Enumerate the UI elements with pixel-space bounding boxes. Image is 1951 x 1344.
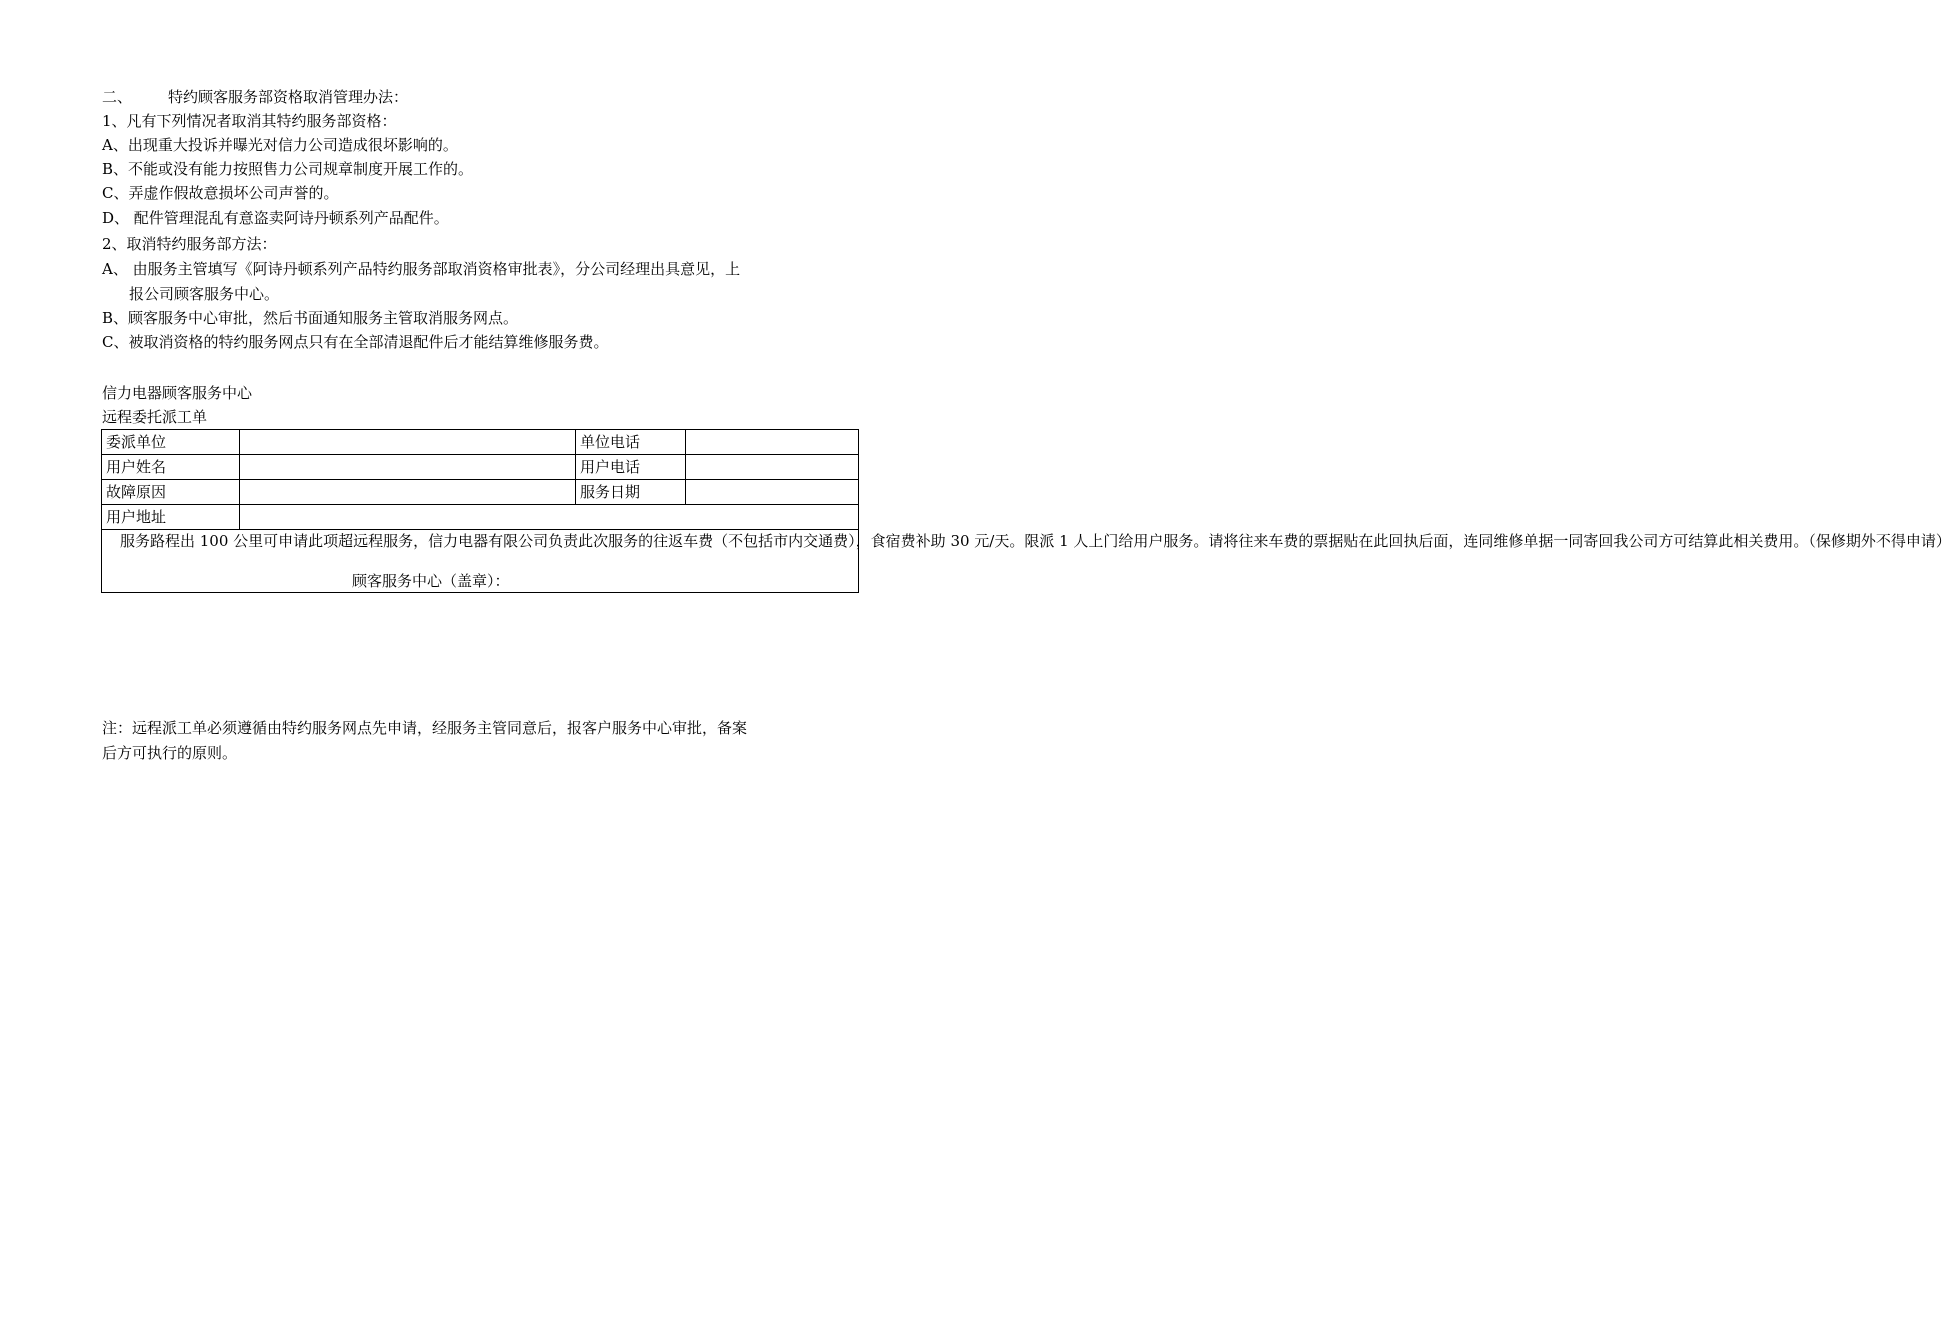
stamp-label: 顾客服务中心（盖章）： <box>352 572 510 590</box>
item2-b: B、顾客服务中心审批，然后书面通知服务主管取消服务网点。 <box>102 309 519 327</box>
form-row-address <box>102 505 859 530</box>
item1-b: B、不能或没有能力按照售力公司规章制度开展工作的。 <box>102 160 474 178</box>
item2-a-line1: A、 由服务主管填写《阿诗丹顿系列产品特约服务部取消资格审批表》，分公司经理出具意见，上 <box>102 260 741 278</box>
item1-d: D、 配件管理混乱有意盗卖阿诗丹顿系列产品配件。 <box>102 209 449 227</box>
user-phone-field[interactable] <box>686 455 859 480</box>
unit-phone-field[interactable] <box>686 430 859 455</box>
address-field[interactable] <box>240 505 859 530</box>
item2-title: 2、取消特约服务部方法： <box>102 235 277 253</box>
form-org: 信力电器顾客服务中心 <box>102 384 253 402</box>
form-row-unit <box>102 430 859 455</box>
label-service-date: 服务日期 <box>576 480 686 505</box>
service-date-field[interactable] <box>686 480 859 505</box>
section-heading-text: 特约顾客服务部资格取消管理办法： <box>168 88 409 106</box>
label-address: 用户地址 <box>102 505 240 530</box>
form-row-body <box>102 530 859 593</box>
item2-c: C、被取消资格的特约服务网点只有在全部清退配件后才能结算维修服务费。 <box>102 333 609 351</box>
form-row-fault <box>102 480 859 505</box>
note-line2: 后方可执行的原则。 <box>102 744 238 762</box>
item2-a-line2: 报公司顾客服务中心。 <box>129 285 280 303</box>
label-user-phone: 用户电话 <box>576 455 686 480</box>
item1-c: C、弄虚作假故意损坏公司声誉的。 <box>102 184 339 202</box>
label-user-name: 用户姓名 <box>102 455 240 480</box>
form-body-text: 服务路程出 100 公里可申请此项超远程服务，信力电器有限公司负责此次服务的往返车费（不包括市内交通费），食宿费补助 30 元/天。限派 1 人上门给用户服务。请将往来车费的票据贴在此回执后面，连同维修单据一同寄回我公司方可结算此相关费用。（保修期外不得申请） <box>120 532 1951 550</box>
form-title: 远程委托派工单 <box>102 408 208 426</box>
label-unit: 委派单位 <box>102 430 240 455</box>
section-heading-number: 二、 <box>102 88 133 106</box>
note-line1: 注：远程派工单必须遵循由特约服务网点先申请，经服务主管同意后，报客户服务中心审批，备案 <box>102 719 748 737</box>
dispatch-form-table <box>101 429 1951 593</box>
label-unit-phone: 单位电话 <box>576 430 686 455</box>
fault-field[interactable] <box>240 480 576 505</box>
section-heading <box>102 86 408 108</box>
item1-a: A、出现重大投诉并曝光对信力公司造成很坏影响的。 <box>102 136 458 154</box>
unit-field[interactable] <box>240 430 576 455</box>
form-row-user <box>102 455 859 480</box>
user-name-field[interactable] <box>240 455 576 480</box>
form-body-cell <box>102 530 1951 593</box>
item1-title: 1、凡有下列情况者取消其特约服务部资格： <box>102 112 397 130</box>
label-fault: 故障原因 <box>102 480 240 505</box>
